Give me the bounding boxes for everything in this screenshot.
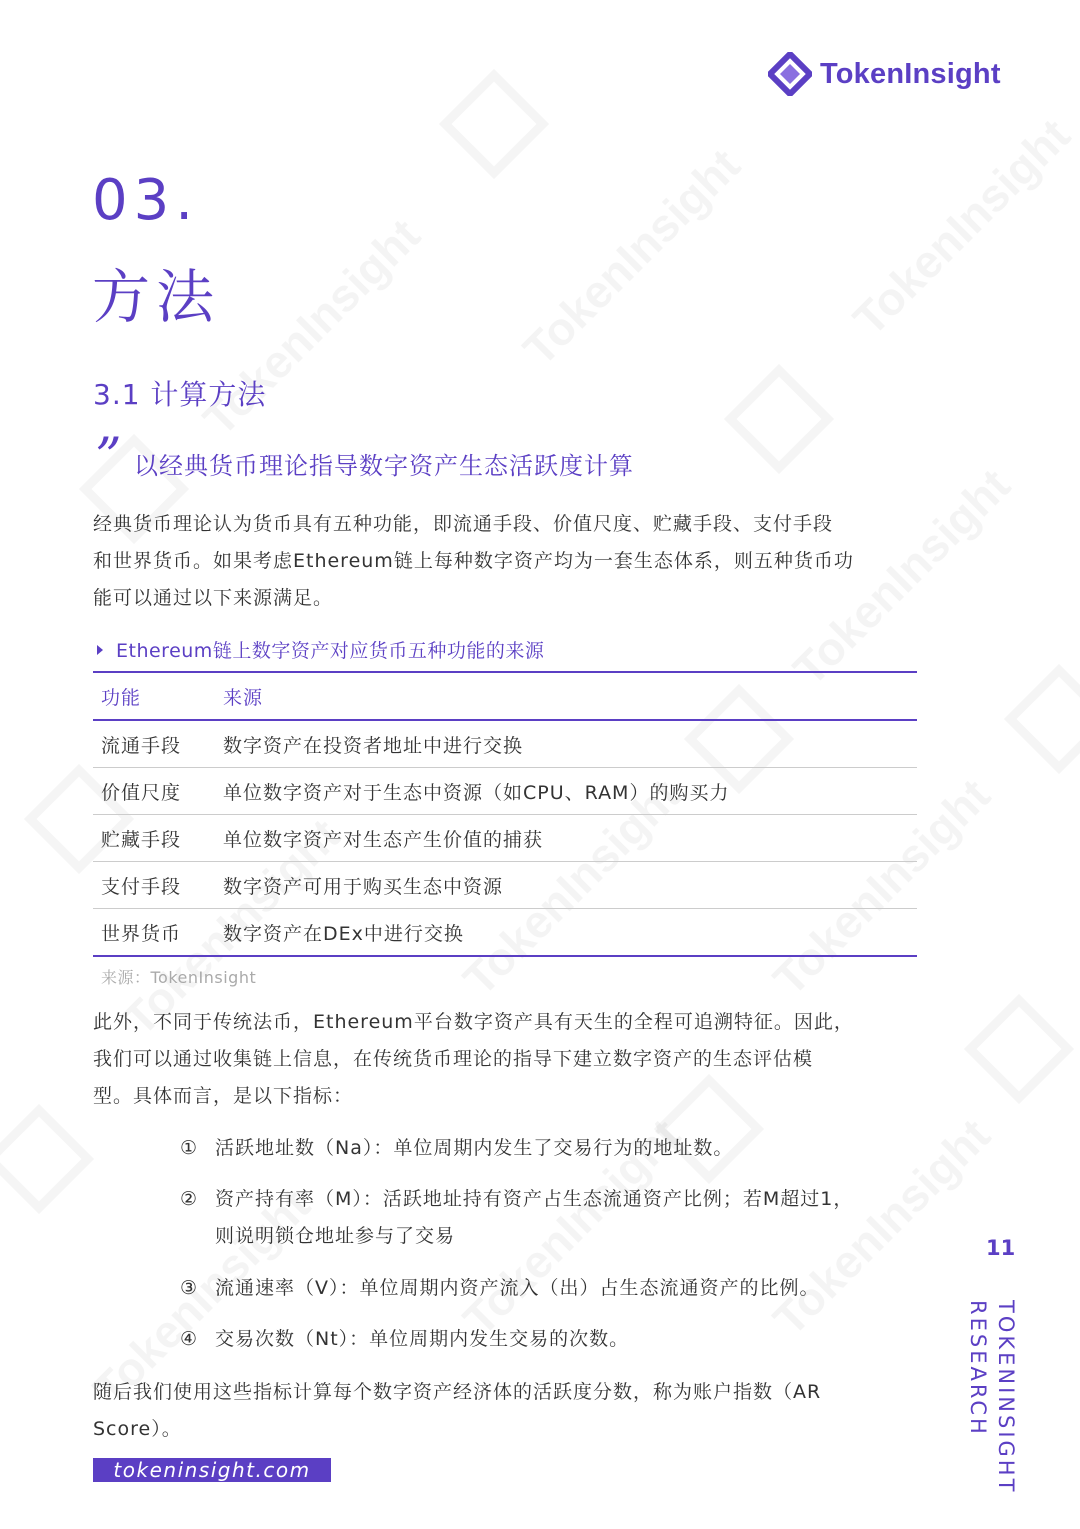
indicator-item — [180, 1130, 920, 1167]
table-row — [93, 720, 917, 768]
table-cell: 贮藏手段 — [93, 815, 215, 862]
table-cell: 价值尺度 — [93, 768, 215, 815]
paragraph-line: Score）。 — [93, 1418, 182, 1440]
paragraph-line: 经典货币理论认为货币具有五种功能，即流通手段、价值尺度、贮藏手段、支付手段 — [93, 513, 834, 535]
indicator-text: 则说明锁仓地址参与了交易 — [215, 1225, 456, 1247]
indicator-item — [180, 1270, 920, 1307]
table-cell: 支付手段 — [93, 862, 215, 909]
table-cell: 单位数字资产对于生态中资源（如CPU、RAM）的购买力 — [215, 768, 917, 815]
table-caption-text: Ethereum链上数字资产对应货币五种功能的来源 — [116, 640, 545, 662]
table-row — [93, 909, 917, 957]
indicator-number: ③ — [180, 1277, 199, 1299]
side-label-line: TOKENINSIGHT — [994, 1300, 1018, 1495]
paragraph-line: 和世界货币。如果考虑Ethereum链上每种数字资产均为一套生态体系，则五种货币功 — [93, 550, 854, 572]
indicator-text: 资产持有率（M）：活跃地址持有资产占生态流通资产比例；若M超过1， — [215, 1188, 854, 1210]
table-cell: 单位数字资产对生态产生价值的捕获 — [215, 815, 917, 862]
watermark-logo-icon — [1004, 664, 1080, 774]
side-label — [964, 1300, 1020, 1494]
money-functions-table — [93, 671, 917, 957]
page-number: 11 — [986, 1236, 1016, 1260]
table-source-note: 来源：TokenInsight — [101, 968, 257, 987]
paragraph-line: 能可以通过以下来源满足。 — [93, 587, 334, 609]
indicator-number: ① — [180, 1137, 199, 1159]
indicator-text: 活跃地址数（Na）：单位周期内发生了交易行为的地址数。 — [215, 1137, 734, 1159]
indicator-item — [180, 1321, 920, 1358]
paragraph-line: 此外，不同于传统法币，Ethereum平台数字资产具有天生的全程可追溯特征。因此， — [93, 1011, 854, 1033]
brand-name: TokenInsight — [820, 57, 1001, 90]
watermark-logo-icon — [724, 364, 834, 474]
indicator-text: 流通速率（V）：单位周期内资产流入（出）占生态流通资产的比例。 — [215, 1277, 820, 1299]
second-paragraph — [93, 1004, 918, 1115]
table-row — [93, 862, 917, 909]
watermark-logo-icon — [964, 994, 1074, 1104]
indicator-text: 交易次数（Nt）：单位周期内发生交易的次数。 — [215, 1328, 630, 1350]
watermark-text — [842, 108, 1080, 346]
closing-paragraph — [93, 1374, 918, 1448]
indicator-number: ④ — [180, 1328, 199, 1350]
table-cell: 数字资产可用于购买生态中资源 — [215, 862, 917, 909]
intro-paragraph — [93, 506, 918, 617]
paragraph-line: 随后我们使用这些指标计算每个数字资产经济体的活跃度分数，称为账户指数（AR — [93, 1381, 822, 1403]
table-cell: 数字资产在DEx中进行交换 — [215, 909, 917, 957]
brand-logo — [768, 50, 1001, 98]
table-row — [93, 815, 917, 862]
chapter-title: 方法 — [92, 263, 221, 331]
subtitle: 以经典货币理论指导数字资产生态活跃度计算 — [134, 452, 634, 480]
indicator-number: ② — [180, 1188, 199, 1210]
footer-url-link[interactable]: tokeninsight.com — [93, 1458, 331, 1482]
section-title: 3.1 计算方法 — [93, 378, 267, 411]
watermark-logo-icon — [0, 1104, 94, 1214]
table-header-source: 来源 — [215, 672, 917, 720]
caret-right-icon — [97, 645, 103, 655]
watermark-text — [512, 138, 750, 376]
tokeninsight-logo-icon — [768, 52, 812, 96]
side-label-line: RESEARCH — [966, 1300, 990, 1437]
table-cell: 流通手段 — [93, 720, 215, 768]
chapter-number: 03. — [92, 168, 200, 233]
watermark-logo-icon — [439, 69, 549, 179]
table-header-row — [93, 672, 917, 720]
indicator-item — [180, 1181, 920, 1255]
table-cell: 世界货币 — [93, 909, 215, 957]
paragraph-line: 我们可以通过收集链上信息，在传统货币理论的指导下建立数字资产的生态评估模 — [93, 1048, 814, 1070]
quote-mark-icon: ” — [95, 428, 122, 488]
table-header-function: 功能 — [93, 672, 215, 720]
table-row — [93, 768, 917, 815]
table-cell: 数字资产在投资者地址中进行交换 — [215, 720, 917, 768]
paragraph-line: 型。具体而言，是以下指标： — [93, 1085, 354, 1107]
table-caption — [97, 636, 544, 663]
